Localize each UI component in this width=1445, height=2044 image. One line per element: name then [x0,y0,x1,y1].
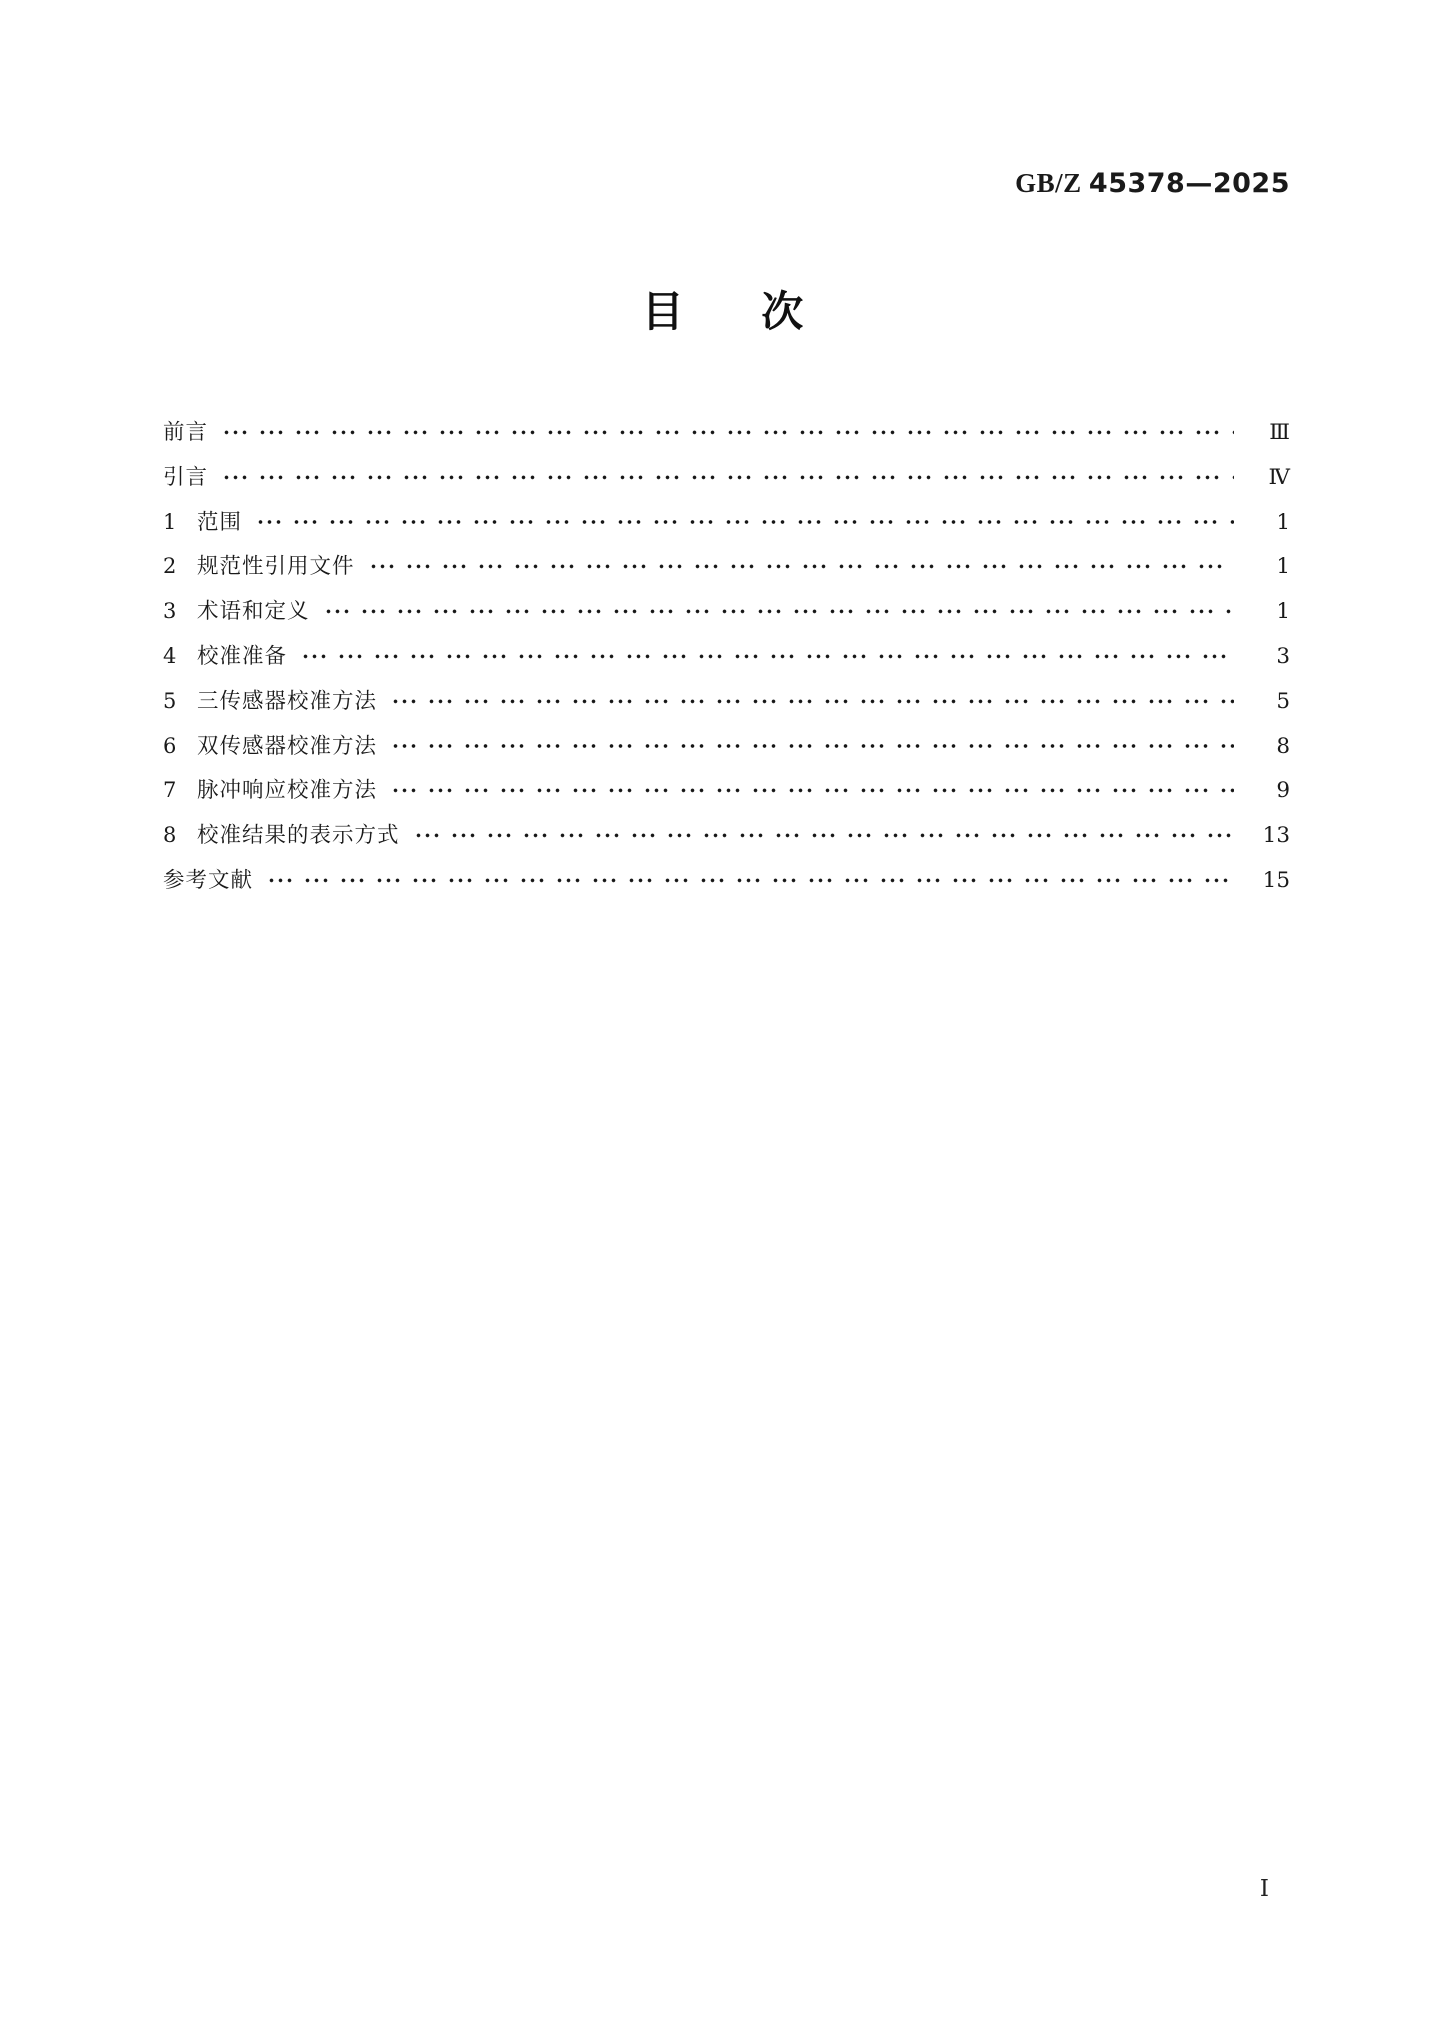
toc-entry-introduction [163,455,1290,500]
toc-entry-number: 6 [163,733,177,758]
toc-entry-number: 8 [163,823,177,848]
page-title: 目 次 [641,287,804,336]
toc-entry-label: 校准结果的表示方式 [197,823,400,848]
toc-entry-page: 13 [1262,823,1290,849]
standard-code [1015,168,1290,199]
toc-entry-number: 7 [163,778,177,803]
toc-entry-label: 规范性引用文件 [197,554,355,579]
dot-leader [369,544,1234,589]
toc-entry-normative-references [163,544,1290,589]
toc-entry-page: 1 [1276,509,1290,535]
dot-leader [256,500,1234,545]
standard-code-number: 45378—2025 [1088,168,1290,199]
toc-entry-two-sensor-method [163,724,1290,769]
toc-entry-number: 4 [163,643,177,668]
toc-entry-impulse-response-method [163,768,1290,813]
toc-entry-page: 9 [1276,778,1290,804]
toc-entry-label: 脉冲响应校准方法 [197,778,378,803]
dot-leader [324,589,1234,634]
toc-entry-page: 5 [1276,688,1290,714]
toc-entry-result-presentation [163,813,1290,858]
toc-entry-three-sensor-method [163,679,1290,724]
dot-leader [391,724,1234,769]
dot-leader [267,858,1234,903]
toc-entry-label: 校准准备 [197,643,288,668]
toc-entry-label: 参考文献 [163,867,254,892]
dot-leader [391,679,1234,724]
toc-entry-label: 前言 [163,420,209,444]
toc-entry-page: 1 [1276,599,1290,625]
toc-entry-scope [163,500,1290,545]
toc-entry-label: 范围 [197,509,243,534]
dot-leader [414,813,1234,858]
toc-entry-page: 8 [1276,733,1290,759]
standard-code-space [1082,168,1089,198]
dot-leader [301,634,1234,679]
toc-entry-label: 引言 [163,464,209,489]
toc-entry-number: 5 [163,688,177,713]
footer-page-number: Ⅰ [1259,1876,1269,1902]
toc-entry-calibration-preparation [163,634,1290,679]
toc-entry-page: 15 [1262,867,1290,893]
dot-leader [391,768,1234,813]
dot-leader [222,410,1234,455]
table-of-contents [163,410,1290,903]
toc-entry-foreword [163,410,1290,455]
dot-leader [222,455,1234,500]
toc-entry-number: 1 [163,509,177,534]
toc-entry-page: Ⅳ [1268,464,1290,490]
standard-code-prefix: GB/Z [1015,168,1082,198]
toc-entry-page: 3 [1276,643,1290,669]
toc-entry-label: 双传感器校准方法 [197,733,378,758]
toc-entry-page: Ⅲ [1269,420,1290,445]
toc-entry-bibliography [163,858,1290,903]
toc-entry-terms-definitions [163,589,1290,634]
toc-entry-label: 术语和定义 [197,599,310,624]
toc-entry-page: 1 [1276,554,1290,580]
toc-entry-number: 3 [163,599,177,624]
toc-entry-label: 三传感器校准方法 [197,688,378,713]
toc-entry-number: 2 [163,554,177,579]
